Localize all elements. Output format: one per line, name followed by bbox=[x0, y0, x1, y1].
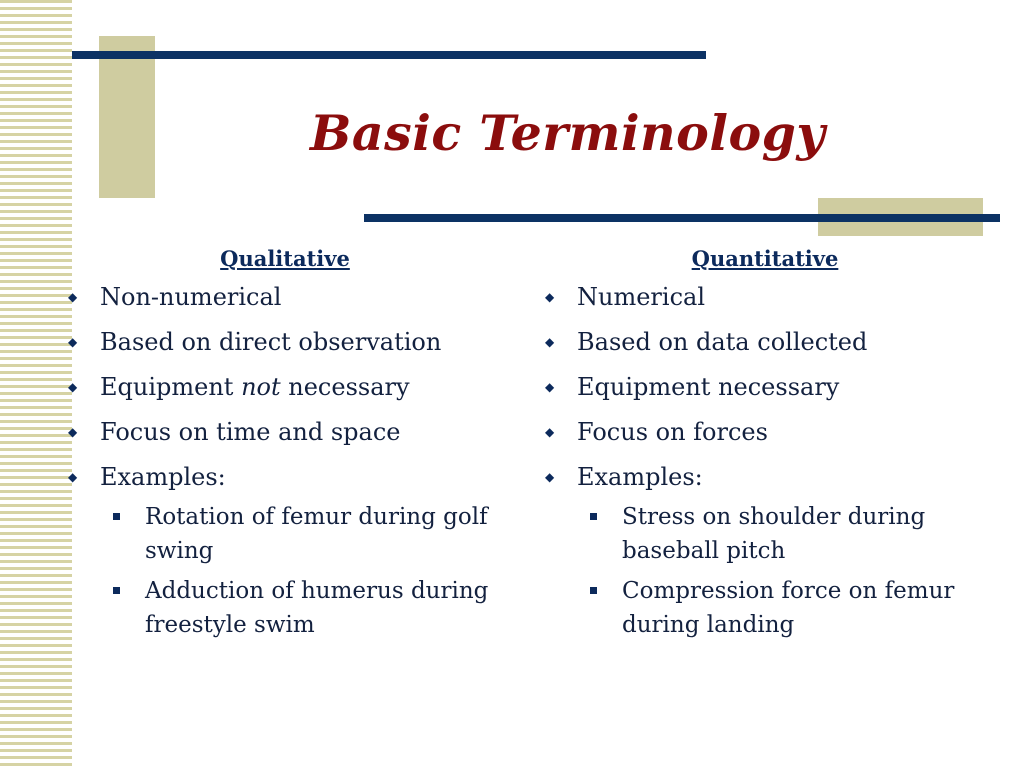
quantitative-heading: Quantitative bbox=[691, 246, 839, 271]
list-item bbox=[60, 279, 510, 316]
qualitative-heading: Qualitative bbox=[220, 246, 350, 271]
list-item bbox=[60, 369, 510, 406]
list-item-text: Non-numerical bbox=[100, 283, 282, 311]
diamond-bullet-icon: ◆ bbox=[68, 335, 78, 349]
list-item bbox=[60, 459, 510, 642]
diamond-bullet-icon: ◆ bbox=[545, 335, 555, 349]
square-bullet-icon bbox=[590, 587, 597, 594]
diamond-bullet-icon: ◆ bbox=[545, 470, 555, 484]
diamond-bullet-icon: ◆ bbox=[68, 425, 78, 439]
list-item-text: Based on direct observation bbox=[100, 328, 442, 356]
list-item bbox=[537, 279, 1007, 316]
list-item-text: Numerical bbox=[577, 283, 705, 311]
diamond-bullet-icon: ◆ bbox=[545, 290, 555, 304]
list-item-text-pre: Equipment bbox=[100, 373, 242, 401]
example-text: Rotation of femur during golf swing bbox=[145, 504, 488, 564]
top-navy-rule bbox=[72, 51, 706, 59]
list-item-text: Examples: bbox=[100, 463, 226, 491]
list-item bbox=[537, 369, 1007, 406]
qualitative-examples-list bbox=[100, 500, 510, 642]
quantitative-examples-list bbox=[577, 500, 1007, 642]
list-item-emphasis: not bbox=[241, 373, 281, 401]
list-item-text: Focus on time and space bbox=[100, 418, 401, 446]
list-item bbox=[60, 414, 510, 451]
list-item-text-post: necessary bbox=[280, 373, 410, 401]
slide-title: Basic Terminology bbox=[310, 104, 826, 162]
tan-vertical-block bbox=[99, 36, 155, 198]
list-item-text: Based on data collected bbox=[577, 328, 868, 356]
diamond-bullet-icon: ◆ bbox=[68, 470, 78, 484]
list-item-text: Examples: bbox=[577, 463, 703, 491]
diamond-bullet-icon: ◆ bbox=[545, 380, 555, 394]
list-item-text: Equipment necessary bbox=[577, 373, 840, 401]
square-bullet-icon bbox=[590, 513, 597, 520]
diamond-bullet-icon: ◆ bbox=[68, 290, 78, 304]
list-item bbox=[537, 324, 1007, 361]
square-bullet-icon bbox=[113, 587, 120, 594]
quantitative-list bbox=[537, 279, 1007, 642]
diamond-bullet-icon: ◆ bbox=[68, 380, 78, 394]
example-item bbox=[577, 500, 1007, 568]
list-item bbox=[537, 414, 1007, 451]
square-bullet-icon bbox=[113, 513, 120, 520]
example-text: Adduction of humerus during freestyle swim bbox=[145, 578, 489, 638]
example-item bbox=[577, 574, 1007, 642]
list-item bbox=[537, 459, 1007, 642]
list-item bbox=[60, 324, 510, 361]
list-item-text: Focus on forces bbox=[577, 418, 768, 446]
quantitative-column bbox=[537, 246, 1007, 648]
example-item bbox=[100, 500, 510, 568]
diamond-bullet-icon: ◆ bbox=[545, 425, 555, 439]
qualitative-column bbox=[60, 246, 510, 648]
middle-navy-rule bbox=[364, 214, 1000, 222]
qualitative-list bbox=[60, 279, 510, 642]
example-text: Stress on shoulder during baseball pitch bbox=[622, 504, 926, 564]
example-text: Compression force on femur during landing bbox=[622, 578, 955, 638]
example-item bbox=[100, 574, 510, 642]
